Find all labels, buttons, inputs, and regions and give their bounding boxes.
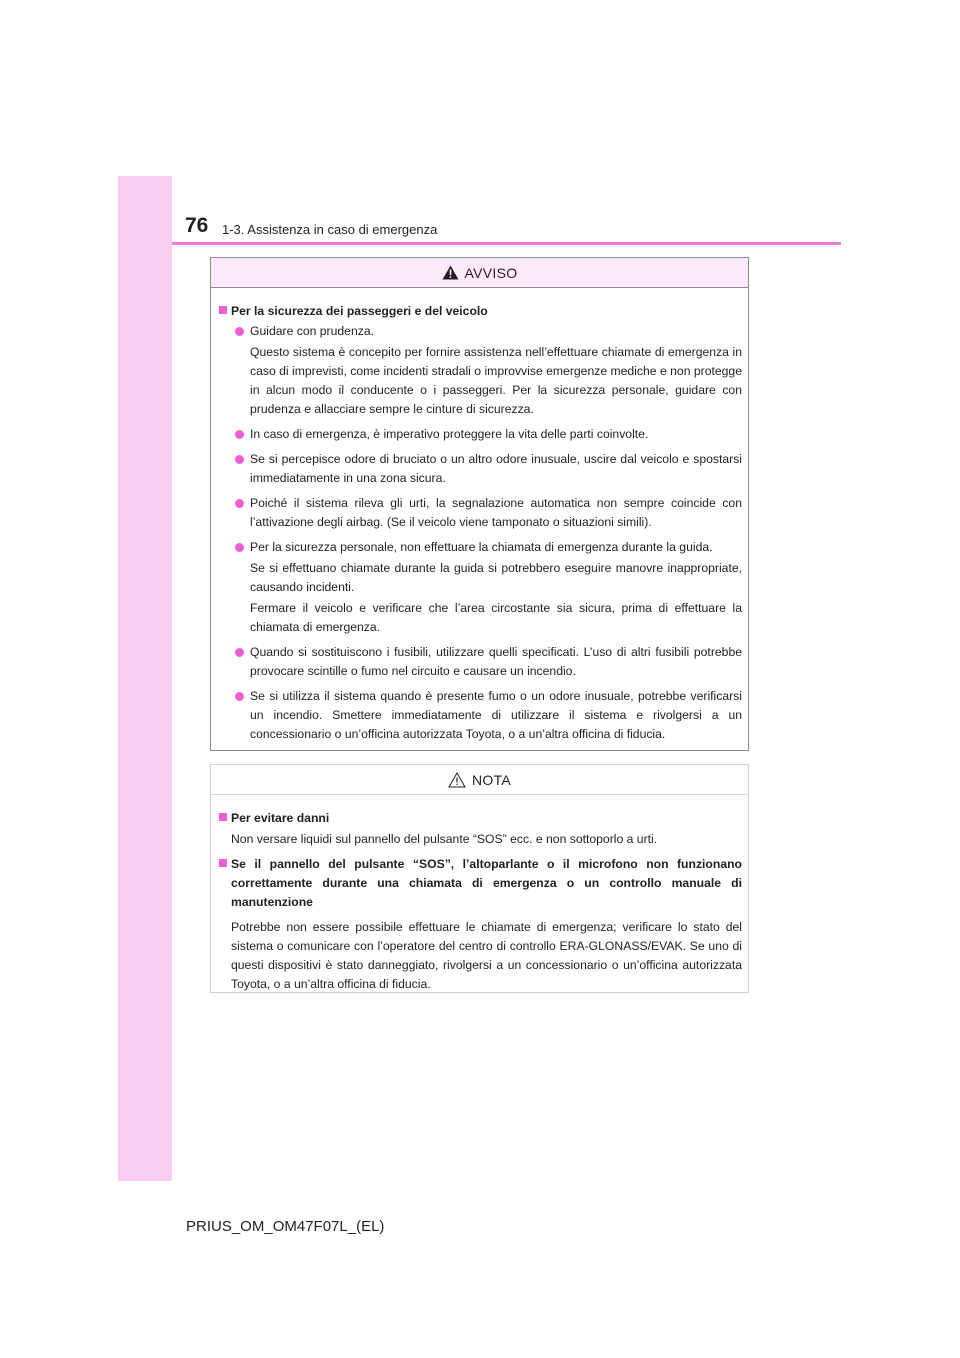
note-heading [219,809,742,828]
warning-triangle-filled-icon [442,265,459,280]
warning-bullet-text: Poiché il sistema rileva gli urti, la segnalazione automatica non sempre coincide con l’attivazione degli airbag. (Se il veicolo viene tamponato o situazioni simili). [250,496,742,529]
note-heading-text: Per evitare danni [231,811,330,825]
note-heading-text: Se il pannello del pulsante “SOS”, l’altoparlante o il microfono non funzionano correttamente durante una chiamata di emergenza o un controllo manuale di manutenzione [231,857,742,909]
pink-dot-icon [235,692,244,701]
warning-paragraph: Questo sistema è concepito per fornire assistenza nell’effettuare chiamate di emergenza in caso di imprevisti, come incidenti stradali o improvvise emergenze mediche e non protegge in alcun modo il conducente o i passeggeri. Per la sicurezza personale, guidare con prudenza e allacciare sempre le cinture di sicurezza. [250,345,742,416]
note-heading [219,855,742,912]
header-rule [172,242,841,245]
document-code: PRIUS_OM_OM47F07L_(EL) [186,1218,385,1235]
note-box-header [211,765,748,795]
warning-bullet-text: Per la sicurezza personale, non effettuare la chiamata di emergenza durante la guida. [250,540,713,554]
warning-bullet-text: In caso di emergenza, è imperativo proteggere la vita delle parti coinvolte. [250,427,649,441]
warning-box-header [211,258,748,288]
warning-bullet [219,450,742,488]
warning-bullet [219,687,742,744]
pink-square-icon [219,306,227,314]
page-number: 76 [185,214,209,237]
pink-dot-icon [235,455,244,464]
note-box-body [211,795,748,994]
warning-bullet-text: Guidare con prudenza. [250,324,374,338]
warning-triangle-outline-icon [448,772,466,788]
pink-dot-icon [235,430,244,439]
warning-heading [219,302,742,320]
note-box-title: NOTA [471,771,512,788]
pink-square-icon [219,859,227,867]
note-paragraph: Potrebbe non essere possibile effettuare le chiamate di emergenza; verificare lo stato del sistema o comunicare con l’operatore del centro di controllo ERA-GLONASS/EVAK. Se uno di questi dispositivi è stato danneggiato, rivolgersi a un concessionario o un’officina autorizzata Toyota, o a un’altra officina di fiducia. [231,920,742,991]
warning-bullet-text: Se si percepisce odore di bruciato o un altro odore inusuale, uscire dal veicolo e spostarsi immediatamente in una zona sicura. [250,452,742,485]
side-tab-band [118,176,172,1181]
warning-box-body [211,288,748,744]
warning-bullet-text: Se si utilizza il sistema quando è presente fumo o un odore inusuale, potrebbe verificarsi un incendio. Smettere immediatamente di utilizzare il sistema e rivolgersi a un concessionario o un’officina autorizzata Toyota, o a un’altra officina di fiducia. [250,689,742,741]
warning-bullet-text: Quando si sostituiscono i fusibili, utilizzare quelli specificati. L’uso di altri fusibili potrebbe provocare scintille o fumo nel circuito e causare un incendio. [250,645,742,678]
pink-dot-icon [235,543,244,552]
warning-bullet [219,322,742,341]
note-paragraph: Non versare liquidi sul pannello del pulsante “SOS” ecc. e non sottoporlo a urti. [231,832,658,846]
warning-bullet [219,494,742,532]
warning-heading-text: Per la sicurezza dei passeggeri e del veicolo [231,304,488,318]
pink-dot-icon [235,327,244,336]
pink-square-icon [219,813,227,821]
warning-box-title: AVVISO [464,264,518,281]
section-title: 1-3. Assistenza in caso di emergenza [222,222,438,237]
warning-paragraph: Fermare il veicolo e verificare che l’area circostante sia sicura, prima di effettuare la chiamata di emergenza. [250,601,742,634]
pink-dot-icon [235,648,244,657]
warning-paragraph: Se si effettuano chiamate durante la guida si potrebbero eseguire manovre inappropriate, causando incidenti. [250,561,742,594]
warning-bullet [219,643,742,681]
note-box [210,764,749,993]
warning-bullet [219,425,742,444]
warning-box [210,257,749,751]
warning-bullet [219,538,742,557]
pink-dot-icon [235,499,244,508]
